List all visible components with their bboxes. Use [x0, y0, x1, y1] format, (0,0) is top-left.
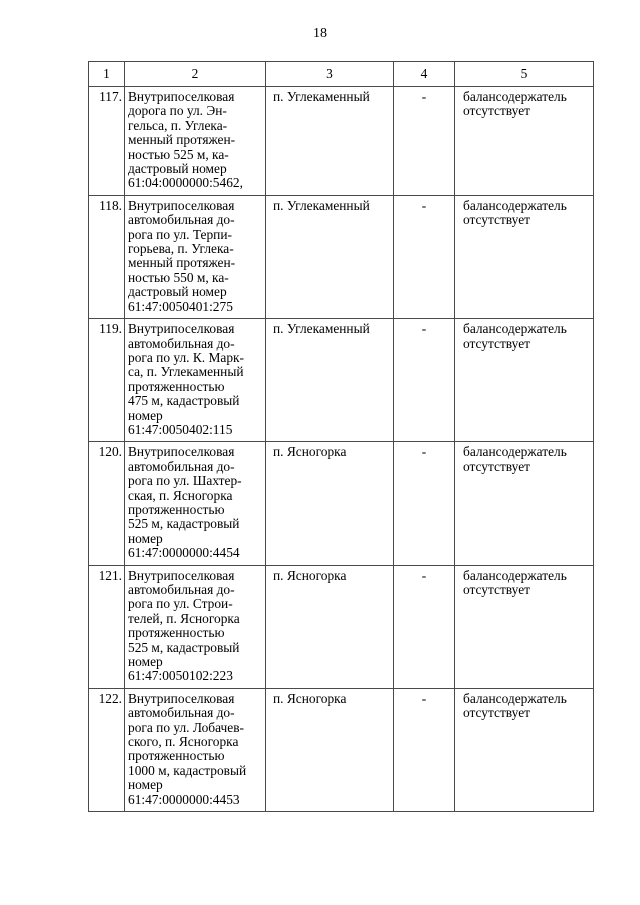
description-line: 61:47:0050402:115: [128, 421, 233, 437]
description-line: рога по ул. Лобачев-: [128, 719, 244, 735]
description-line: дорога по ул. Эн-: [128, 103, 227, 119]
description-line: протяженностью: [128, 748, 225, 764]
road-description: [125, 87, 266, 196]
header-col-5: 5: [455, 62, 594, 87]
table-body: [89, 87, 594, 812]
description-line: Внутрипоселковая: [128, 690, 235, 706]
description-line: протяженностью: [128, 625, 225, 641]
road-description: [125, 688, 266, 811]
table-row: [89, 195, 594, 318]
description-line: 475 м, кадастровый: [128, 393, 240, 409]
balance-holder-line: балансодержатель: [463, 89, 567, 104]
column-4-value: -: [394, 688, 455, 811]
description-line: 61:47:0050401:275: [128, 298, 233, 314]
row-number: 121.: [89, 565, 125, 688]
description-line: менный протяжен-: [128, 132, 236, 148]
balance-holder-line: балансодержатель: [463, 197, 567, 213]
description-line: дастровый номер: [128, 161, 227, 177]
column-4-value: -: [394, 442, 455, 565]
description-line: рога по ул. Строи-: [128, 596, 233, 612]
balance-holder-line: балансодержатель: [463, 444, 567, 460]
header-row: [89, 62, 594, 87]
road-description: [125, 565, 266, 688]
table-row: [89, 688, 594, 811]
description-line: номер: [128, 530, 163, 546]
description-line: рога по ул. Шахтер-: [128, 473, 242, 489]
balance-holder-line: отсутствует: [463, 335, 530, 351]
row-number: 120.: [89, 442, 125, 565]
table-row: [89, 87, 594, 196]
row-number: 117.: [89, 87, 125, 196]
description-line: менный протяжен-: [128, 255, 236, 271]
description-line: Внутрипоселковая: [128, 567, 235, 583]
table-row: [89, 319, 594, 442]
description-line: Внутрипоселковая: [128, 89, 235, 104]
description-line: номер: [128, 777, 163, 793]
balance-holder-line: отсутствует: [463, 103, 530, 119]
description-line: горьева, п. Углека-: [128, 241, 234, 257]
description-line: 61:47:0000000:4454: [128, 545, 240, 561]
balance-holder-line: отсутствует: [463, 705, 530, 721]
road-description: [125, 442, 266, 565]
balance-holder-line: балансодержатель: [463, 321, 567, 337]
balance-holder: [455, 688, 594, 811]
description-line: номер: [128, 654, 163, 670]
description-line: протяженностью: [128, 378, 225, 394]
balance-holder-line: балансодержатель: [463, 690, 567, 706]
settlement-name: п. Ясногорка: [266, 442, 394, 565]
balance-holder-line: отсутствует: [463, 582, 530, 597]
description-line: рога по ул. Терпи-: [128, 226, 232, 242]
settlement-name: п. Ясногорка: [266, 688, 394, 811]
balance-holder: [455, 87, 594, 196]
row-number: 122.: [89, 688, 125, 811]
balance-holder: [455, 565, 594, 688]
balance-holder-line: балансодержатель: [463, 567, 567, 583]
description-line: автомобильная до-: [128, 212, 235, 228]
road-description: [125, 319, 266, 442]
table-row: [89, 565, 594, 688]
settlement-name: п. Углекаменный: [266, 195, 394, 318]
description-line: гельса, п. Углека-: [128, 117, 228, 133]
description-line: номер: [128, 407, 163, 423]
column-4-value: -: [394, 319, 455, 442]
description-line: 61:47:0000000:4453: [128, 791, 240, 807]
description-line: рога по ул. К. Марк-: [128, 349, 245, 365]
page-number: 18: [313, 26, 327, 41]
description-line: протяженностью: [128, 501, 225, 517]
header-col-1: 1: [89, 62, 125, 87]
description-line: ностью 525 м, ка-: [128, 146, 229, 162]
balance-holder-line: отсутствует: [463, 458, 530, 474]
settlement-name: п. Ясногорка: [266, 565, 394, 688]
description-line: Внутрипоселковая: [128, 444, 235, 460]
balance-holder: [455, 195, 594, 318]
balance-holder: [455, 319, 594, 442]
road-description: [125, 195, 266, 318]
settlement-name: п. Углекаменный: [266, 87, 394, 196]
column-4-value: -: [394, 195, 455, 318]
balance-holder: [455, 442, 594, 565]
balance-holder-line: отсутствует: [463, 212, 530, 228]
description-line: телей, п. Ясногорка: [128, 610, 240, 626]
description-line: автомобильная до-: [128, 582, 235, 597]
column-4-value: -: [394, 87, 455, 196]
header-col-4: 4: [394, 62, 455, 87]
description-line: автомобильная до-: [128, 705, 235, 721]
table-header: [89, 62, 594, 87]
table-row: [89, 442, 594, 565]
description-line: ская, п. Ясногорка: [128, 487, 233, 503]
description-line: автомобильная до-: [128, 458, 235, 474]
description-line: са, п. Углекаменный: [128, 364, 244, 380]
column-4-value: -: [394, 565, 455, 688]
description-line: ского, п. Ясногорка: [128, 734, 239, 750]
description-line: Внутрипоселковая: [128, 321, 235, 337]
description-line: автомобильная до-: [128, 335, 235, 351]
description-line: 61:47:0050102:223: [128, 668, 233, 684]
description-line: ностью 550 м, ка-: [128, 269, 229, 285]
header-col-3: 3: [266, 62, 394, 87]
description-line: 1000 м, кадастровый: [128, 762, 247, 778]
header-col-2: 2: [125, 62, 266, 87]
description-line: 61:04:0000000:5462,: [128, 175, 243, 191]
description-line: 525 м, кадастровый: [128, 639, 240, 655]
row-number: 118.: [89, 195, 125, 318]
description-line: Внутрипоселковая: [128, 197, 235, 213]
description-line: дастровый номер: [128, 284, 227, 300]
description-line: 525 м, кадастровый: [128, 516, 240, 532]
road-registry-table: [88, 61, 594, 812]
settlement-name: п. Углекаменный: [266, 319, 394, 442]
row-number: 119.: [89, 319, 125, 442]
